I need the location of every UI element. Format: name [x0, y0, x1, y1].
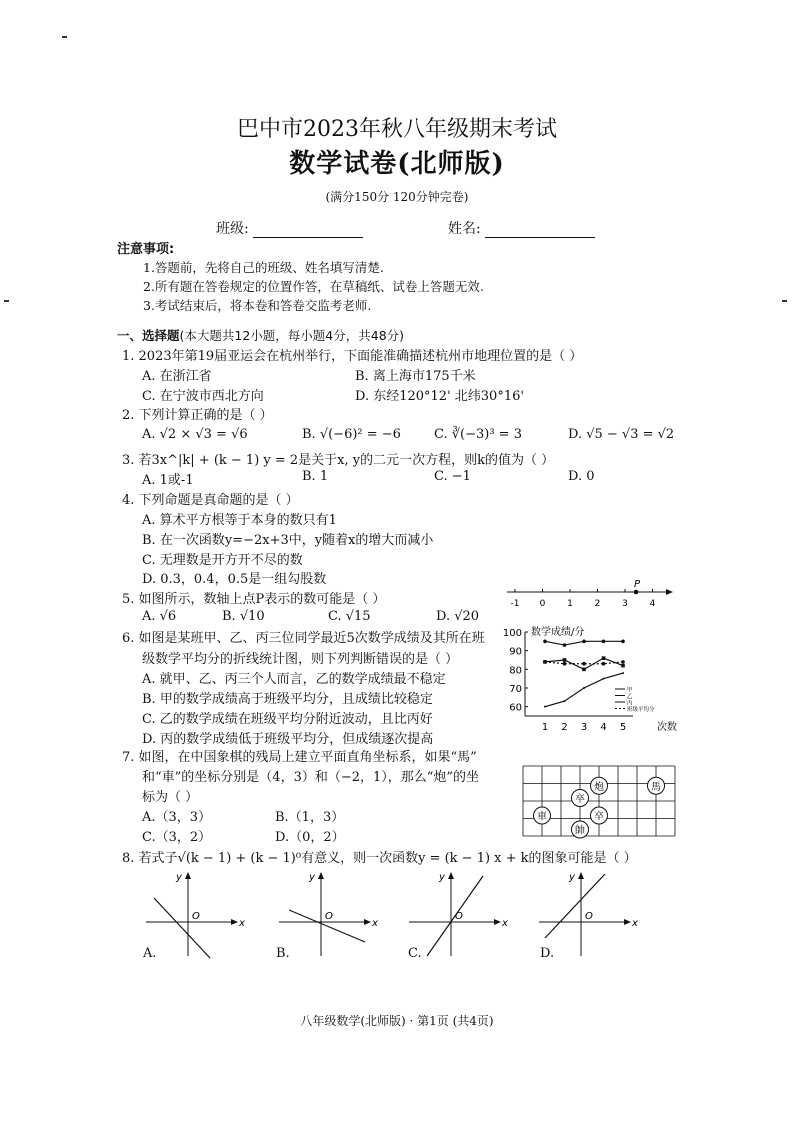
chart-xtick-label: 2 — [561, 722, 568, 733]
q5-option-c: C. √15 — [328, 609, 371, 624]
section-desc: (本大题共12小题，每小题4分，共48分) — [179, 328, 405, 343]
class-field[interactable] — [216, 218, 363, 238]
chess-piece-label: 車 — [537, 811, 547, 823]
y-axis-label: y — [309, 872, 315, 883]
question-2: 2. 下列计算正确的是（ ） — [122, 408, 273, 423]
series-point-3 — [602, 662, 606, 666]
number-line-tick-label: 1 — [567, 599, 573, 609]
origin-label: O — [325, 911, 333, 922]
series-point-3 — [543, 660, 547, 664]
q3-option-c: C. −1 — [434, 469, 471, 484]
series-point-0 — [563, 643, 567, 647]
score-time: (满分150分 120分钟完卷) — [325, 190, 469, 204]
q1-option-d: D. 东经120°12' 北纬30°16' — [355, 389, 524, 404]
chess-piece-label: 馬 — [651, 781, 661, 793]
origin-label: O — [455, 911, 463, 922]
x-axis-arrow — [231, 919, 238, 925]
number-line-tick-label: -1 — [510, 599, 520, 609]
number-line-arrow — [666, 589, 673, 595]
name-blank[interactable] — [485, 223, 595, 238]
q1-option-b: B. 离上海市175千米 — [355, 369, 476, 384]
chart-xlabel: 次数 — [657, 722, 677, 733]
q6-option-a: A. 就甲、乙、丙三个人而言，乙的数学成绩最不稳定 — [142, 672, 446, 687]
chart-xtick-label: 1 — [541, 722, 549, 733]
q3-option-b: B. 1 — [302, 469, 329, 484]
question-6-line1: 6. 如图是某班甲、乙、丙三位同学最近5次数学成绩及其所在班 — [122, 631, 485, 646]
q3-option-d: D. 0 — [568, 469, 595, 484]
page-footer: 八年级数学(北师版) · 第1页 (共4页) — [300, 1014, 494, 1028]
q8-option-c: C. — [408, 946, 422, 961]
series-point-3 — [563, 662, 567, 666]
series-point-2 — [603, 678, 605, 680]
legend-entry: 班级平均分 — [627, 707, 655, 713]
y-axis-label: y — [176, 872, 182, 883]
point-p-label: P — [634, 579, 641, 590]
function-line — [154, 898, 210, 958]
legend-entry: 乙 — [627, 694, 633, 700]
number-line-tick-label: 0 — [539, 599, 546, 609]
score-line-chart — [503, 620, 693, 742]
y-axis-label: y — [569, 872, 575, 883]
q4-option-d: D. 0.3，0.4，0.5是一组勾股数 — [142, 572, 327, 587]
q2-option-b: B. √(−6)² = −6 — [302, 427, 401, 442]
x-axis-label: x — [372, 918, 378, 929]
series-point-0 — [543, 640, 547, 644]
chart-ytick-label: 90 — [509, 646, 522, 658]
graph-c — [405, 870, 520, 960]
origin-label: O — [585, 911, 593, 922]
function-line — [545, 874, 605, 938]
q2-option-a: A. √2 × √3 = √6 — [142, 427, 248, 442]
q8-option-b: B. — [276, 946, 290, 961]
x-axis-arrow — [364, 919, 371, 925]
series-point-1 — [582, 668, 586, 672]
y-axis-arrow — [318, 872, 324, 879]
graph-b — [275, 870, 390, 960]
number-line-tick-label: 3 — [622, 599, 628, 609]
number-line — [505, 578, 675, 612]
name-label: 姓名: — [448, 221, 481, 237]
x-axis-label: x — [239, 918, 245, 929]
q5-option-a: A. √6 — [142, 609, 177, 624]
question-5: 5. 如图所示，数轴上点P表示的数可能是（ ） — [122, 592, 386, 607]
q8-option-a: A. — [143, 946, 157, 961]
class-label: 班级: — [216, 221, 249, 237]
origin-label: O — [192, 911, 200, 922]
series-line-2 — [545, 673, 623, 707]
function-line — [427, 876, 483, 956]
q1-option-c: C. 在宁波市西北方向 — [142, 389, 264, 404]
section-title: 一、选择题 — [117, 328, 180, 343]
q2-option-c: C. ∛(−3)³ = 3 — [434, 427, 522, 442]
q7-option-c: C.（3，2） — [142, 830, 212, 845]
chart-title: 数学成绩/分 — [531, 627, 585, 638]
scan-speck — [62, 36, 67, 38]
notes-heading: 注意事项: — [117, 242, 175, 257]
chart-ytick-label: 80 — [509, 665, 522, 677]
question-7-line1: 7. 如图，在中国象棋的残局上建立平面直角坐标系，如果“馬” — [122, 750, 477, 765]
series-point-0 — [582, 640, 586, 644]
q1-option-a: A. 在浙江省 — [142, 369, 212, 384]
series-point-0 — [621, 640, 625, 644]
note-item: 1.答题前，先将自己的班级、姓名填写清楚. — [143, 260, 384, 275]
exam-title: 巴中市2023年秋八年级期末考试 — [237, 117, 557, 142]
y-axis-arrow — [578, 872, 584, 879]
question-7-line2: 和“車”的坐标分别是（4，3）和（−2，1），那么“炮”的坐 — [142, 770, 480, 785]
q5-option-d: D. √20 — [436, 609, 480, 624]
section-heading — [117, 326, 404, 344]
series-point-3 — [582, 662, 586, 666]
question-3: 3. 若3x^|k| + (k − 1) y = 2是关于x, y的二元一次方程，则k的值为（ ） — [122, 453, 555, 468]
series-point-3 — [621, 660, 625, 664]
scan-speck — [782, 300, 787, 302]
q6-option-d: D. 丙的数学成绩低于班级平均分，但成绩逐次提高 — [142, 732, 434, 747]
series-point-2 — [622, 672, 624, 674]
chess-board — [520, 763, 680, 839]
q7-option-b: B.（1，3） — [275, 810, 345, 825]
question-4: 4. 下列命题是真命题的是（ ） — [122, 493, 299, 508]
q7-option-a: A.（3，3） — [142, 810, 212, 825]
chart-xtick-label: 5 — [619, 722, 627, 733]
name-field[interactable] — [448, 218, 595, 238]
q6-option-b: B. 甲的数学成绩高于班级平均分，且成绩比较稳定 — [142, 692, 433, 707]
legend-entry: 丙 — [627, 700, 633, 707]
chart-ytick-label: 70 — [509, 684, 522, 695]
series-point-0 — [602, 640, 606, 644]
chart-xtick-label: 3 — [580, 722, 588, 733]
exam-subtitle: 数学试卷(北师版) — [289, 149, 505, 179]
chess-piece-label: 卒 — [594, 811, 604, 823]
q4-option-a: A. 算术平方根等于本身的数只有1 — [142, 513, 337, 528]
q5-option-b: B. √10 — [222, 609, 265, 624]
x-axis-label: x — [502, 918, 508, 929]
note-item: 2.所有题在答卷规定的位置作答，在草稿纸、试卷上答题无效. — [143, 279, 484, 294]
y-axis-arrow — [185, 872, 191, 879]
series-point-1 — [563, 658, 567, 662]
x-axis-label: x — [632, 918, 638, 929]
chart-ytick-label: 60 — [509, 702, 522, 714]
scan-speck — [4, 300, 9, 302]
question-7-line3: 标为（ ） — [142, 790, 199, 805]
number-line-tick-label: 2 — [594, 599, 601, 609]
question-1: 1. 2023年第19届亚运会在杭州举行，下面能准确描述杭州市地理位置的是（ ） — [122, 349, 583, 364]
series-point-2 — [544, 706, 546, 708]
q3-option-a: A. 1或-1 — [142, 473, 194, 488]
question-8: 8. 若式子√(k − 1) + (k − 1)⁰有意义，则一次函数y = (k − 1) x + k的图象可能是（ ） — [122, 851, 637, 866]
series-point-2 — [583, 687, 585, 689]
class-blank[interactable] — [253, 223, 363, 238]
chess-piece-label: 帥 — [575, 825, 585, 837]
chess-piece-label: 卒 — [575, 794, 585, 805]
y-axis-label: y — [439, 872, 445, 883]
graph-a — [142, 870, 257, 960]
x-axis-arrow — [494, 919, 501, 925]
series-point-1 — [621, 664, 625, 668]
number-line-tick-label: 4 — [649, 599, 656, 609]
q4-option-b: B. 在一次函数y=−2x+3中，y随着x的增大而减小 — [142, 533, 434, 548]
point-p — [634, 590, 639, 595]
chess-piece-label: 炮 — [594, 781, 604, 793]
series-point-2 — [564, 700, 566, 702]
q4-option-c: C. 无理数是开方开不尽的数 — [142, 553, 303, 568]
note-item: 3.考试结束后，将本卷和答卷交监考老师. — [143, 298, 372, 313]
chart-ytick-label: 100 — [503, 628, 522, 639]
series-point-1 — [602, 656, 606, 660]
x-axis-arrow — [624, 919, 631, 925]
q8-option-d: D. — [540, 946, 555, 961]
chart-xtick-label: 4 — [600, 722, 607, 733]
q7-option-d: D.（0，2） — [275, 830, 345, 845]
q2-option-d: D. √5 − √3 = √2 — [568, 427, 675, 442]
y-axis-arrow — [448, 872, 454, 879]
legend-entry: 甲 — [627, 687, 633, 694]
q6-option-c: C. 乙的数学成绩在班级平均分附近波动，且比丙好 — [142, 712, 433, 727]
question-6-line2: 级数学平均分的折线统计图，则下列判断错误的是（ ） — [142, 652, 459, 667]
